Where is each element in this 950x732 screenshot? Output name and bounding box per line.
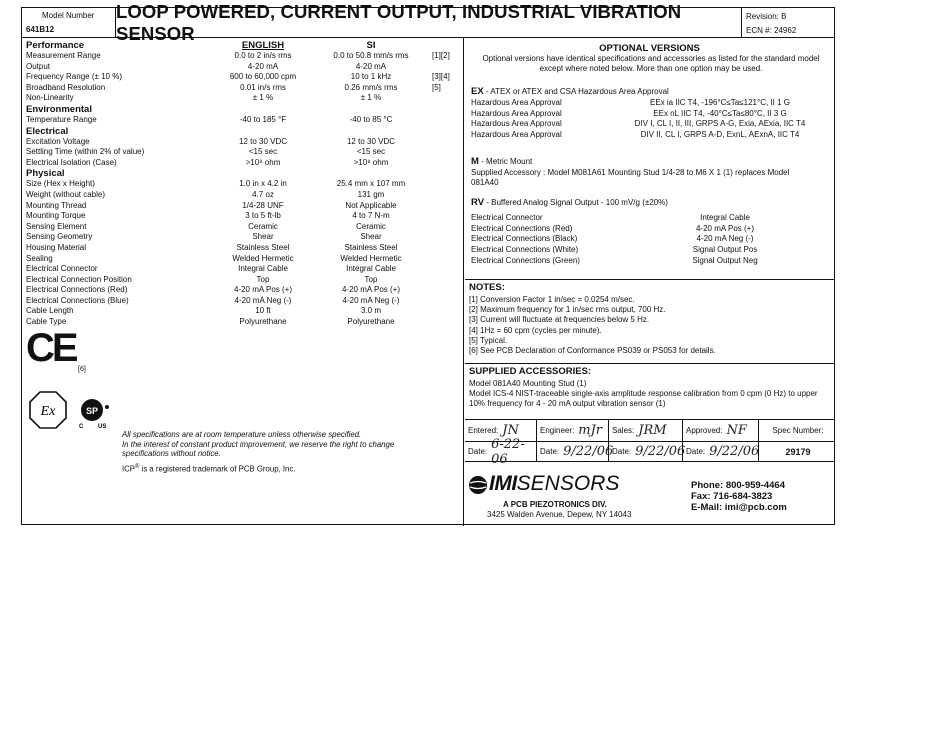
spec-english-value: Polyurethane (239, 317, 287, 327)
spec-si-value: 4-20 mA Pos (+) (341, 285, 401, 295)
spec-row (26, 254, 456, 265)
rv-spec-label: Electrical Connections (Red) (471, 223, 573, 233)
spec-label: Electrical Isolation (Case) (26, 157, 117, 167)
spec-label: Size (Hex x Height) (26, 179, 95, 189)
spec-row (26, 232, 456, 243)
fax: Fax: 716-684-3823 (691, 491, 773, 502)
spec-section-header (26, 104, 456, 115)
note-item: [3] Current will fluctuate at frequencies below 5 Hz. (469, 315, 650, 325)
spec-english-value: 600 to 60,000 cpm (229, 72, 297, 82)
spec-label: Non-Linearity (26, 93, 74, 103)
spec-row (26, 115, 456, 126)
spec-row (26, 243, 456, 254)
spec-section-title: Electrical (26, 125, 69, 137)
ex-approval-label: Hazardous Area Approval (471, 98, 562, 107)
spec-english-value: Ceramic (248, 221, 278, 231)
spec-row (26, 72, 456, 83)
spec-number: 29179 (785, 446, 811, 457)
spec-label: Frequency Range (± 10 %) (26, 72, 122, 82)
spec-row (26, 62, 456, 73)
phone: Phone: 800-959-4464 (691, 480, 785, 491)
notes-section (465, 280, 834, 364)
spec-label: Settling Time (within 2% of value) (26, 147, 145, 157)
spec-section-title: Performance (26, 40, 85, 51)
supplied-accessories (465, 364, 834, 420)
note-item: [6] See PCB Declaration of Conformance PS039 or PS053 for details. (469, 346, 716, 355)
spec-label: Measurement Range (26, 51, 101, 60)
spec-row (26, 137, 456, 148)
ce-mark: CE [6] (26, 326, 86, 373)
column-english: ENGLISH (241, 40, 285, 51)
signoff-grid (465, 420, 834, 467)
rv-spec-value: 4-20 mA Pos (+) (695, 223, 755, 233)
spec-row (26, 264, 456, 275)
spec-sheet (21, 0, 835, 525)
ex-approval-label: Hazardous Area Approval (471, 129, 562, 139)
spec-si-value: <15 sec (356, 147, 386, 157)
ex-approval-label: Hazardous Area Approval (471, 119, 562, 128)
spec-si-value: 25.4 mm x 107 mm (336, 179, 406, 189)
spec-si-value: 10 to 1 kHz (350, 72, 392, 82)
ex-approval-value: DIV II, CL I, GRPS A-D, ExnL, AExnA, IIC T4 (640, 129, 800, 139)
notes-title: NOTES: (469, 282, 505, 293)
spec-label: Weight (without cable) (26, 189, 105, 199)
spec-note-ref: [3][4] (432, 72, 450, 82)
rv-spec-value: Integral Cable (700, 213, 750, 222)
spec-row (26, 93, 456, 104)
spec-label: Electrical Connections (Blue) (26, 295, 129, 305)
m-option-line2: 081A40 (471, 178, 499, 187)
footer-notes: All specifications are at room temperature unless otherwise specified. In the interest of constant product improvement, we reserve the right to change specifications without notice. ICP® is a registered trademark of PCB Group, Inc. (122, 430, 452, 474)
spec-label: Electrical Connection Position (26, 274, 132, 284)
note-item: [4] 1Hz = 60 cpm (cycles per minute). (469, 325, 602, 335)
ex-option: EX - ATEX or ATEX and CSA Hazardous Area Approval (471, 86, 669, 97)
revision: Revision: B (746, 12, 787, 21)
spec-english-value: >10⁸ ohm (245, 157, 281, 167)
spec-row (26, 51, 456, 62)
spec-row (26, 158, 456, 169)
spec-row (26, 147, 456, 158)
spec-english-value: 1.0 in x 4.2 in (239, 179, 287, 189)
column-divider (463, 38, 464, 526)
spec-label: Broadband Resolution (26, 82, 106, 92)
imi-globe-icon (467, 474, 489, 496)
optional-versions (465, 38, 834, 280)
spec-si-value: Not Applicable (345, 200, 397, 210)
spec-si-value: 0.26 mm/s rms (344, 82, 398, 92)
spec-english-value: 3 to 5 ft-lb (245, 211, 281, 221)
spec-section-title: Environmental (26, 103, 92, 115)
spec-english-value: 4-20 mA (247, 61, 279, 71)
ex-approval-value: DIV I, CL I, II, III, GRPS A-G, Exia, AExia, IIC T4 (634, 119, 806, 128)
optional-versions-intro: Optional versions have identical specifications and accessories as listed for the standard model except where noted below. More than one option may be used. (482, 54, 820, 73)
spec-si-value: Shear (360, 232, 382, 242)
spec-label: Sensing Geometry (26, 232, 93, 242)
spec-english-value: 4.7 oz (252, 189, 274, 199)
spec-english-value: Shear (252, 232, 274, 242)
csa-mark: SP (85, 406, 99, 416)
company-division: A PCB PIEZOTRONICS DIV. (503, 500, 607, 509)
sales-cell: Sales: JRM (609, 420, 683, 441)
spec-label: Excitation Voltage (26, 136, 90, 146)
email: E-Mail: imi@pcb.com (691, 502, 787, 513)
model-number-label: Model Number (42, 11, 95, 20)
rv-spec-value: Signal Output Pos (692, 245, 758, 255)
m-option: M - Metric Mount (471, 156, 533, 167)
accessory-1: Model 081A40 Mounting Stud (1) (469, 379, 587, 388)
spec-si-value: >10⁸ ohm (353, 157, 389, 167)
company-address: 3425 Walden Avenue, Depew, NY 14043 (487, 510, 632, 519)
spec-english-value: Top (256, 274, 270, 284)
csa-icon (74, 396, 114, 432)
spec-row (26, 275, 456, 286)
model-number: 641B12 (26, 25, 55, 34)
company-block (465, 462, 834, 526)
rv-option: RV - Buffered Analog Signal Output - 100 mV/g (±20%) (471, 197, 668, 208)
spec-row (26, 190, 456, 201)
spec-label: Mounting Thread (26, 200, 87, 210)
spec-english-value: 12 to 30 VDC (238, 136, 288, 146)
spec-section-title: Physical (26, 168, 65, 180)
ce-note: [6] (78, 366, 86, 373)
spec-row (26, 222, 456, 233)
revision-box (741, 8, 834, 38)
specifications-table (26, 40, 456, 328)
spec-si-value: Top (364, 274, 378, 284)
ex-approval-value: EEx nL IIC T4, -40°C≤Ta≤80°C, II 3 G (653, 108, 787, 118)
spec-english-value: ± 1 % (252, 93, 274, 103)
date-cell-2: Date: 9/22/06 (537, 441, 609, 462)
spec-english-value: 4-20 mA Pos (+) (233, 285, 293, 295)
spec-english-value: Integral Cable (238, 264, 288, 274)
rv-spec-label: Electrical Connections (White) (471, 245, 579, 255)
spec-section-header (26, 40, 456, 51)
spec-si-value: Welded Hermetic (340, 253, 402, 263)
spec-label: Sensing Element (26, 221, 87, 231)
spec-label: Sealing (26, 253, 53, 263)
ecn-number: ECN #: 24962 (746, 26, 797, 35)
spec-row (26, 306, 456, 317)
spec-english-value: 10 ft (255, 306, 271, 316)
spec-english-value: 0.0 to 2 in/s rms (234, 51, 292, 60)
spec-row (26, 83, 456, 94)
document-title: LOOP POWERED, CURRENT OUTPUT, INDUSTRIAL VIBRATION SENSOR (116, 8, 741, 38)
date-cell-4: Date: 9/22/06 (683, 441, 759, 462)
spec-si-value: 4-20 mA Neg (-) (342, 295, 400, 305)
spec-english-value: Stainless Steel (236, 242, 290, 252)
spec-row (26, 296, 456, 307)
spec-row (26, 285, 456, 296)
ex-hazard-icon (28, 390, 68, 430)
spec-row (26, 201, 456, 212)
spec-si-value: 4 to 7 N-m (352, 211, 390, 221)
accessory-2: Model ICS-4 NIST-traceable single-axis amplitude response calibration from 0 cpm (0 Hz) to upper 10% frequency for 4 - 20 mA output vibration sensor (1) (469, 389, 818, 408)
spec-label: Cable Length (26, 306, 74, 316)
entered-cell: Entered: JN (465, 420, 537, 441)
rv-spec-value: 4-20 mA Neg (-) (696, 234, 754, 244)
spec-si-value: ± 1 % (360, 93, 382, 103)
spec-si-value: Ceramic (356, 221, 386, 231)
column-si: SI (366, 40, 376, 51)
spec-note-ref: [1][2] (432, 51, 450, 60)
spec-number-label: Spec Number: (772, 426, 824, 435)
spec-si-value: 4-20 mA (355, 61, 387, 71)
approved-cell: Approved: NF (683, 420, 759, 441)
spec-si-value: 131 gm (357, 189, 385, 199)
csa-c: C (79, 424, 84, 430)
date-cell-3: Date: 9/22/06 (609, 441, 683, 462)
ex-mark: Ex (40, 404, 56, 419)
icp-trademark: ICP® is a registered trademark of PCB Group, Inc. (122, 463, 296, 474)
spec-si-value: 3.0 m (360, 306, 381, 316)
note-item: [5] Typical. (469, 335, 508, 345)
spec-label: Cable Type (26, 317, 67, 327)
spec-label: Electrical Connector (26, 264, 98, 274)
spec-english-value: <15 sec (248, 147, 278, 157)
spec-english-value: 1/4-28 UNF (242, 200, 284, 210)
spec-label: Output (26, 61, 51, 71)
ex-approval-value: EEx ia IIC T4, -196°C≤Ta≤121°C, II 1 G (650, 98, 790, 107)
accessories-title: SUPPLIED ACCESSORIES: (469, 366, 592, 377)
note-item: [1] Conversion Factor 1 in/sec = 0.0254 m/sec. (469, 295, 635, 304)
spec-english-value: 0.01 in/s rms (240, 82, 286, 92)
spec-row (26, 179, 456, 190)
note-item: [2] Maximum frequency for 1 in/sec rms output, 700 Hz. (469, 305, 666, 315)
spec-si-value: -40 to 85 °C (349, 114, 393, 124)
spec-si-value: 0.0 to 50.8 mm/s rms (333, 51, 409, 60)
spec-si-value: Polyurethane (347, 317, 395, 327)
engineer-cell: Engineer: mJr (537, 420, 609, 441)
m-option-line1: Supplied Accessory : Model M081A61 Mounting Stud 1/4-28 to M6 X 1 (1) replaces Model (471, 168, 790, 177)
spec-row (26, 211, 456, 222)
rv-spec-value: Signal Output Neg (692, 255, 758, 265)
ex-approval-label: Hazardous Area Approval (471, 108, 562, 118)
spec-label: Mounting Torque (26, 211, 86, 221)
spec-label: Housing Material (26, 242, 87, 252)
optional-versions-title: OPTIONAL VERSIONS (599, 43, 700, 54)
spec-section-header (26, 168, 456, 179)
spec-english-value: 4-20 mA Neg (-) (234, 295, 292, 305)
spec-si-value: 12 to 30 VDC (346, 136, 396, 146)
spec-section-header (26, 126, 456, 137)
rv-spec-label: Electrical Connections (Green) (471, 255, 580, 265)
rv-spec-label: Electrical Connections (Black) (471, 234, 578, 244)
spec-label: Temperature Range (26, 114, 97, 124)
date-cell-1: Date: 6-22-06 (465, 441, 537, 462)
spec-row (26, 317, 456, 328)
spec-si-value: Integral Cable (346, 264, 396, 274)
spec-note-ref: [5] (432, 82, 441, 92)
spec-english-value: Welded Hermetic (232, 253, 294, 263)
company-logo: IMISENSORS (489, 472, 620, 495)
spec-si-value: Stainless Steel (344, 242, 398, 252)
rv-spec-label: Electrical Connector (471, 213, 543, 222)
spec-label: Electrical Connections (Red) (26, 285, 128, 295)
model-number-box (22, 8, 116, 38)
csa-us: US (98, 424, 107, 430)
spec-english-value: -40 to 185 °F (239, 114, 287, 124)
